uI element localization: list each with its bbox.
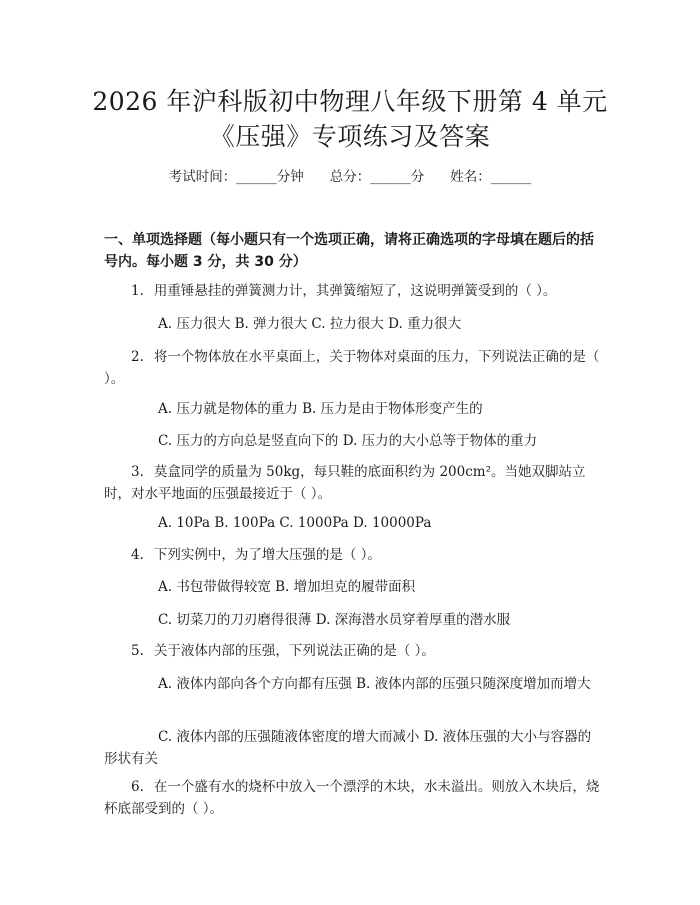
question-number: 6. [131, 779, 144, 795]
question-1 [104, 280, 604, 302]
question-2-options-cd: C. 压力的方向总是竖直向下的 D. 压力的大小总等于物体的重力 [158, 433, 538, 449]
exam-meta [0, 167, 700, 187]
question-3-options: A. 10Pa B. 100Pa C. 1000Pa D. 10000Pa [158, 515, 432, 531]
question-1-options: A. 压力很大 B. 弹力很大 C. 拉力很大 D. 重力很大 [158, 316, 462, 332]
total-score-field: 总分：______分 [329, 169, 425, 185]
question-text: 将一个物体放在水平桌面上，关于物体对桌面的压力，下列说法正确的是（ ）。 [104, 349, 600, 387]
question-5 [104, 640, 604, 662]
question-6 [104, 776, 604, 820]
question-4-options-cd: C. 切菜刀的刀刃磨得很薄 D. 深海潜水员穿着厚重的潜水服 [158, 612, 511, 628]
question-4 [104, 544, 604, 566]
question-text: 用重锤悬挂的弹簧测力计，其弹簧缩短了，这说明弹簧受到的（ ）。 [153, 283, 557, 299]
question-4-options-ab: A. 书包带做得较宽 B. 增加坦克的履带面积 [158, 579, 416, 595]
page-title-line-1: 2026 年沪科版初中物理八年级下册第 4 单元 [92, 87, 608, 116]
page-title-line-2: 《压强》专项练习及答案 [209, 122, 491, 151]
student-name-field: 姓名：______ [450, 169, 532, 185]
question-text: 在一个盛有水的烧杯中放入一个漂浮的木块，水未溢出。则放入木块后，烧杯底部受到的（ ）。 [104, 779, 600, 817]
question-number: 5. [131, 643, 144, 659]
section-heading: 一、单项选择题（每小题只有一个选项正确，请将正确选项的字母填在题后的括号内。每小题 3 分，共 30 分） [104, 232, 594, 270]
exam-time-field: 考试时间：______分钟 [168, 169, 304, 185]
question-5-options-ab: A. 液体内部向各个方向都有压强 B. 液体内部的压强只随深度增加而增大 [158, 676, 591, 692]
question-number: 3. [131, 464, 144, 480]
question-number: 2. [131, 349, 144, 365]
question-number: 4. [131, 547, 144, 563]
question-3 [104, 461, 604, 505]
question-2-options-ab: A. 压力就是物体的重力 B. 压力是由于物体形变产生的 [158, 401, 483, 417]
question-text: 关于液体内部的压强，下列说法正确的是（ ）。 [153, 643, 435, 659]
question-text: 下列实例中，为了增大压强的是（ ）。 [153, 547, 381, 563]
question-2 [104, 346, 604, 390]
question-text: 莫盒同学的质量为 50kg，每只鞋的底面积约为 200cm²。当她双脚站立时，对水平地面的压强最接近于（ ）。 [104, 464, 586, 502]
question-number: 1. [131, 283, 144, 299]
question-5-options-cd: C. 液体内部的压强随液体密度的增大而减小 D. 液体压强的大小与容器的形状有关 [104, 729, 592, 767]
